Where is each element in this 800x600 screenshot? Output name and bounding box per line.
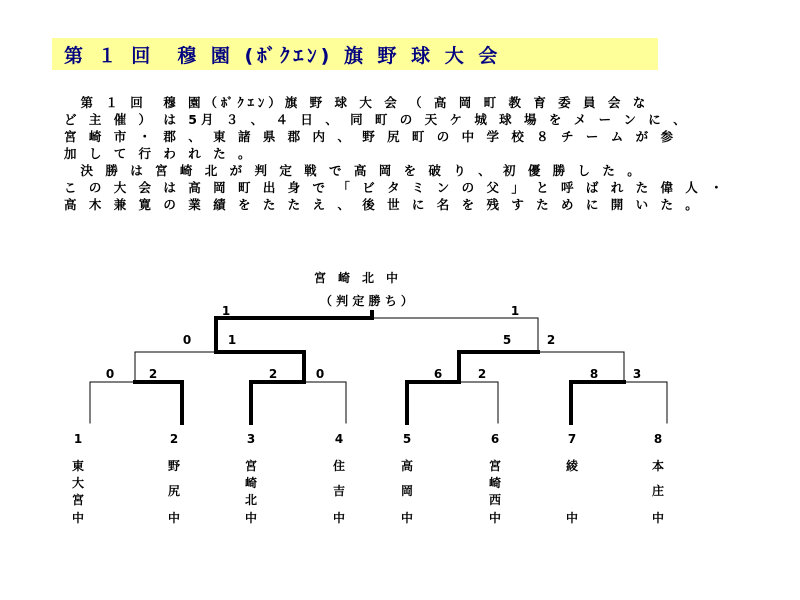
team-name-char: 吉 — [332, 484, 345, 498]
semifinal-score: 5 — [502, 333, 512, 347]
first-round-score: 3 — [632, 367, 642, 381]
bracket-line — [135, 382, 182, 423]
team-suffix: 中 — [332, 511, 346, 525]
semifinal-score: 1 — [227, 333, 237, 347]
team-name — [485, 458, 505, 509]
team-suffix: 中 — [244, 511, 258, 525]
team-name — [562, 458, 582, 475]
team-seed: 5 — [402, 432, 412, 446]
page-title: 第 １ 回 穆 園 (ﾎﾞｸｴﾝ) 旗 野 球 大 会 — [64, 45, 502, 67]
team-seed: 4 — [334, 432, 344, 446]
bracket-line — [459, 382, 498, 423]
team-suffix: 中 — [400, 511, 414, 525]
team-name-char: 崎 — [244, 476, 257, 490]
team-name-char: 宮 — [488, 459, 501, 473]
bracket-line — [571, 382, 624, 423]
semifinal-score: 2 — [546, 333, 556, 347]
first-round-score: 2 — [268, 367, 278, 381]
paragraph-line: 宮 崎 市 ・ 郡 、 東 諸 県 郡 内 、 野 尻 町 の 中 学 校 ８ チ ー ム が 参 — [64, 129, 677, 144]
final-score-left: 1 — [221, 304, 231, 318]
team-name-char: 住 — [332, 459, 345, 473]
team-suffix: 中 — [167, 511, 181, 525]
team-name — [241, 458, 261, 509]
team-name — [648, 458, 668, 500]
team-name-char: 岡 — [400, 484, 413, 498]
first-round-score: 8 — [589, 367, 599, 381]
team-name — [68, 458, 88, 509]
team-name-char: 綾 — [565, 459, 578, 473]
bracket-line — [304, 382, 346, 423]
team-seed: 1 — [73, 432, 83, 446]
bracket-line — [216, 318, 372, 352]
paragraph-line: 決 勝 は 宮 崎 北 が 判 定 戦 で 高 岡 を 破 り 、 初 優 勝 し た 。 — [64, 163, 644, 178]
team-seed: 6 — [490, 432, 500, 446]
first-round-score: 0 — [315, 367, 325, 381]
team-name-char: 北 — [244, 493, 257, 507]
team-name-char: 西 — [488, 493, 501, 507]
first-round-score: 2 — [477, 367, 487, 381]
team-name-char: 尻 — [167, 484, 180, 498]
team-name — [164, 458, 184, 500]
first-round-score: 6 — [433, 367, 443, 381]
paragraph-line: こ の 大 会 は 高 岡 町 出 身 で 「 ビ タ ミ ン の 父 」 と 呼 ば れ た 偉 人 ・ — [64, 180, 727, 195]
bracket-line — [538, 352, 624, 382]
team-suffix: 中 — [651, 511, 665, 525]
team-name — [397, 458, 417, 500]
team-seed: 2 — [169, 432, 179, 446]
team-suffix: 中 — [71, 511, 85, 525]
final-score-right: 1 — [510, 304, 520, 318]
team-seed: 8 — [653, 432, 663, 446]
team-seed: 3 — [246, 432, 256, 446]
team-name — [329, 458, 349, 500]
first-round-score: 2 — [148, 367, 158, 381]
paragraph-line: ど 主 催 ） は 5月 ３ 、 ４ 日 、 同 町 の 天 ケ 城 球 場 を メ ー ン に 、 — [64, 112, 690, 127]
paragraph-line: 加 し て 行 わ れ た 。 — [64, 146, 255, 161]
first-round-score: 0 — [105, 367, 115, 381]
bracket-line — [624, 382, 667, 423]
team-name-char: 崎 — [488, 476, 501, 490]
bracket-line — [216, 352, 304, 382]
team-seed: 7 — [567, 432, 577, 446]
team-suffix: 中 — [565, 511, 579, 525]
bracket-line — [407, 382, 459, 423]
team-name-char: 本 — [651, 459, 664, 473]
paragraph-line: 高 木 兼 寛 の 業 績 を た た え 、 後 世 に 名 を 残 す た め に 開 い た 。 — [64, 197, 702, 212]
champion-name: 宮 崎 北 中 — [314, 271, 399, 285]
team-name-char: 高 — [400, 459, 413, 473]
semifinal-score: 0 — [182, 333, 192, 347]
bracket-line — [251, 382, 304, 423]
bracket-line — [90, 382, 135, 423]
bracket-line — [372, 318, 538, 352]
bracket-line — [459, 352, 538, 382]
team-name-char: 宮 — [244, 459, 257, 473]
team-name-char: 東 — [71, 459, 84, 473]
team-name-char: 庄 — [651, 484, 664, 498]
decision-note: （ 判 定 勝 ち ） — [320, 294, 413, 308]
team-name-char: 大 — [71, 476, 84, 490]
team-name-char: 野 — [167, 459, 180, 473]
paragraph-line: 第 １ 回 穆 園（ﾎﾞｸｴﾝ）旗 野 球 大 会 （ 高 岡 町 教 育 委 員 会 な — [64, 95, 650, 110]
bracket-line — [135, 352, 216, 382]
team-name-char: 宮 — [71, 493, 84, 507]
team-suffix: 中 — [488, 511, 502, 525]
